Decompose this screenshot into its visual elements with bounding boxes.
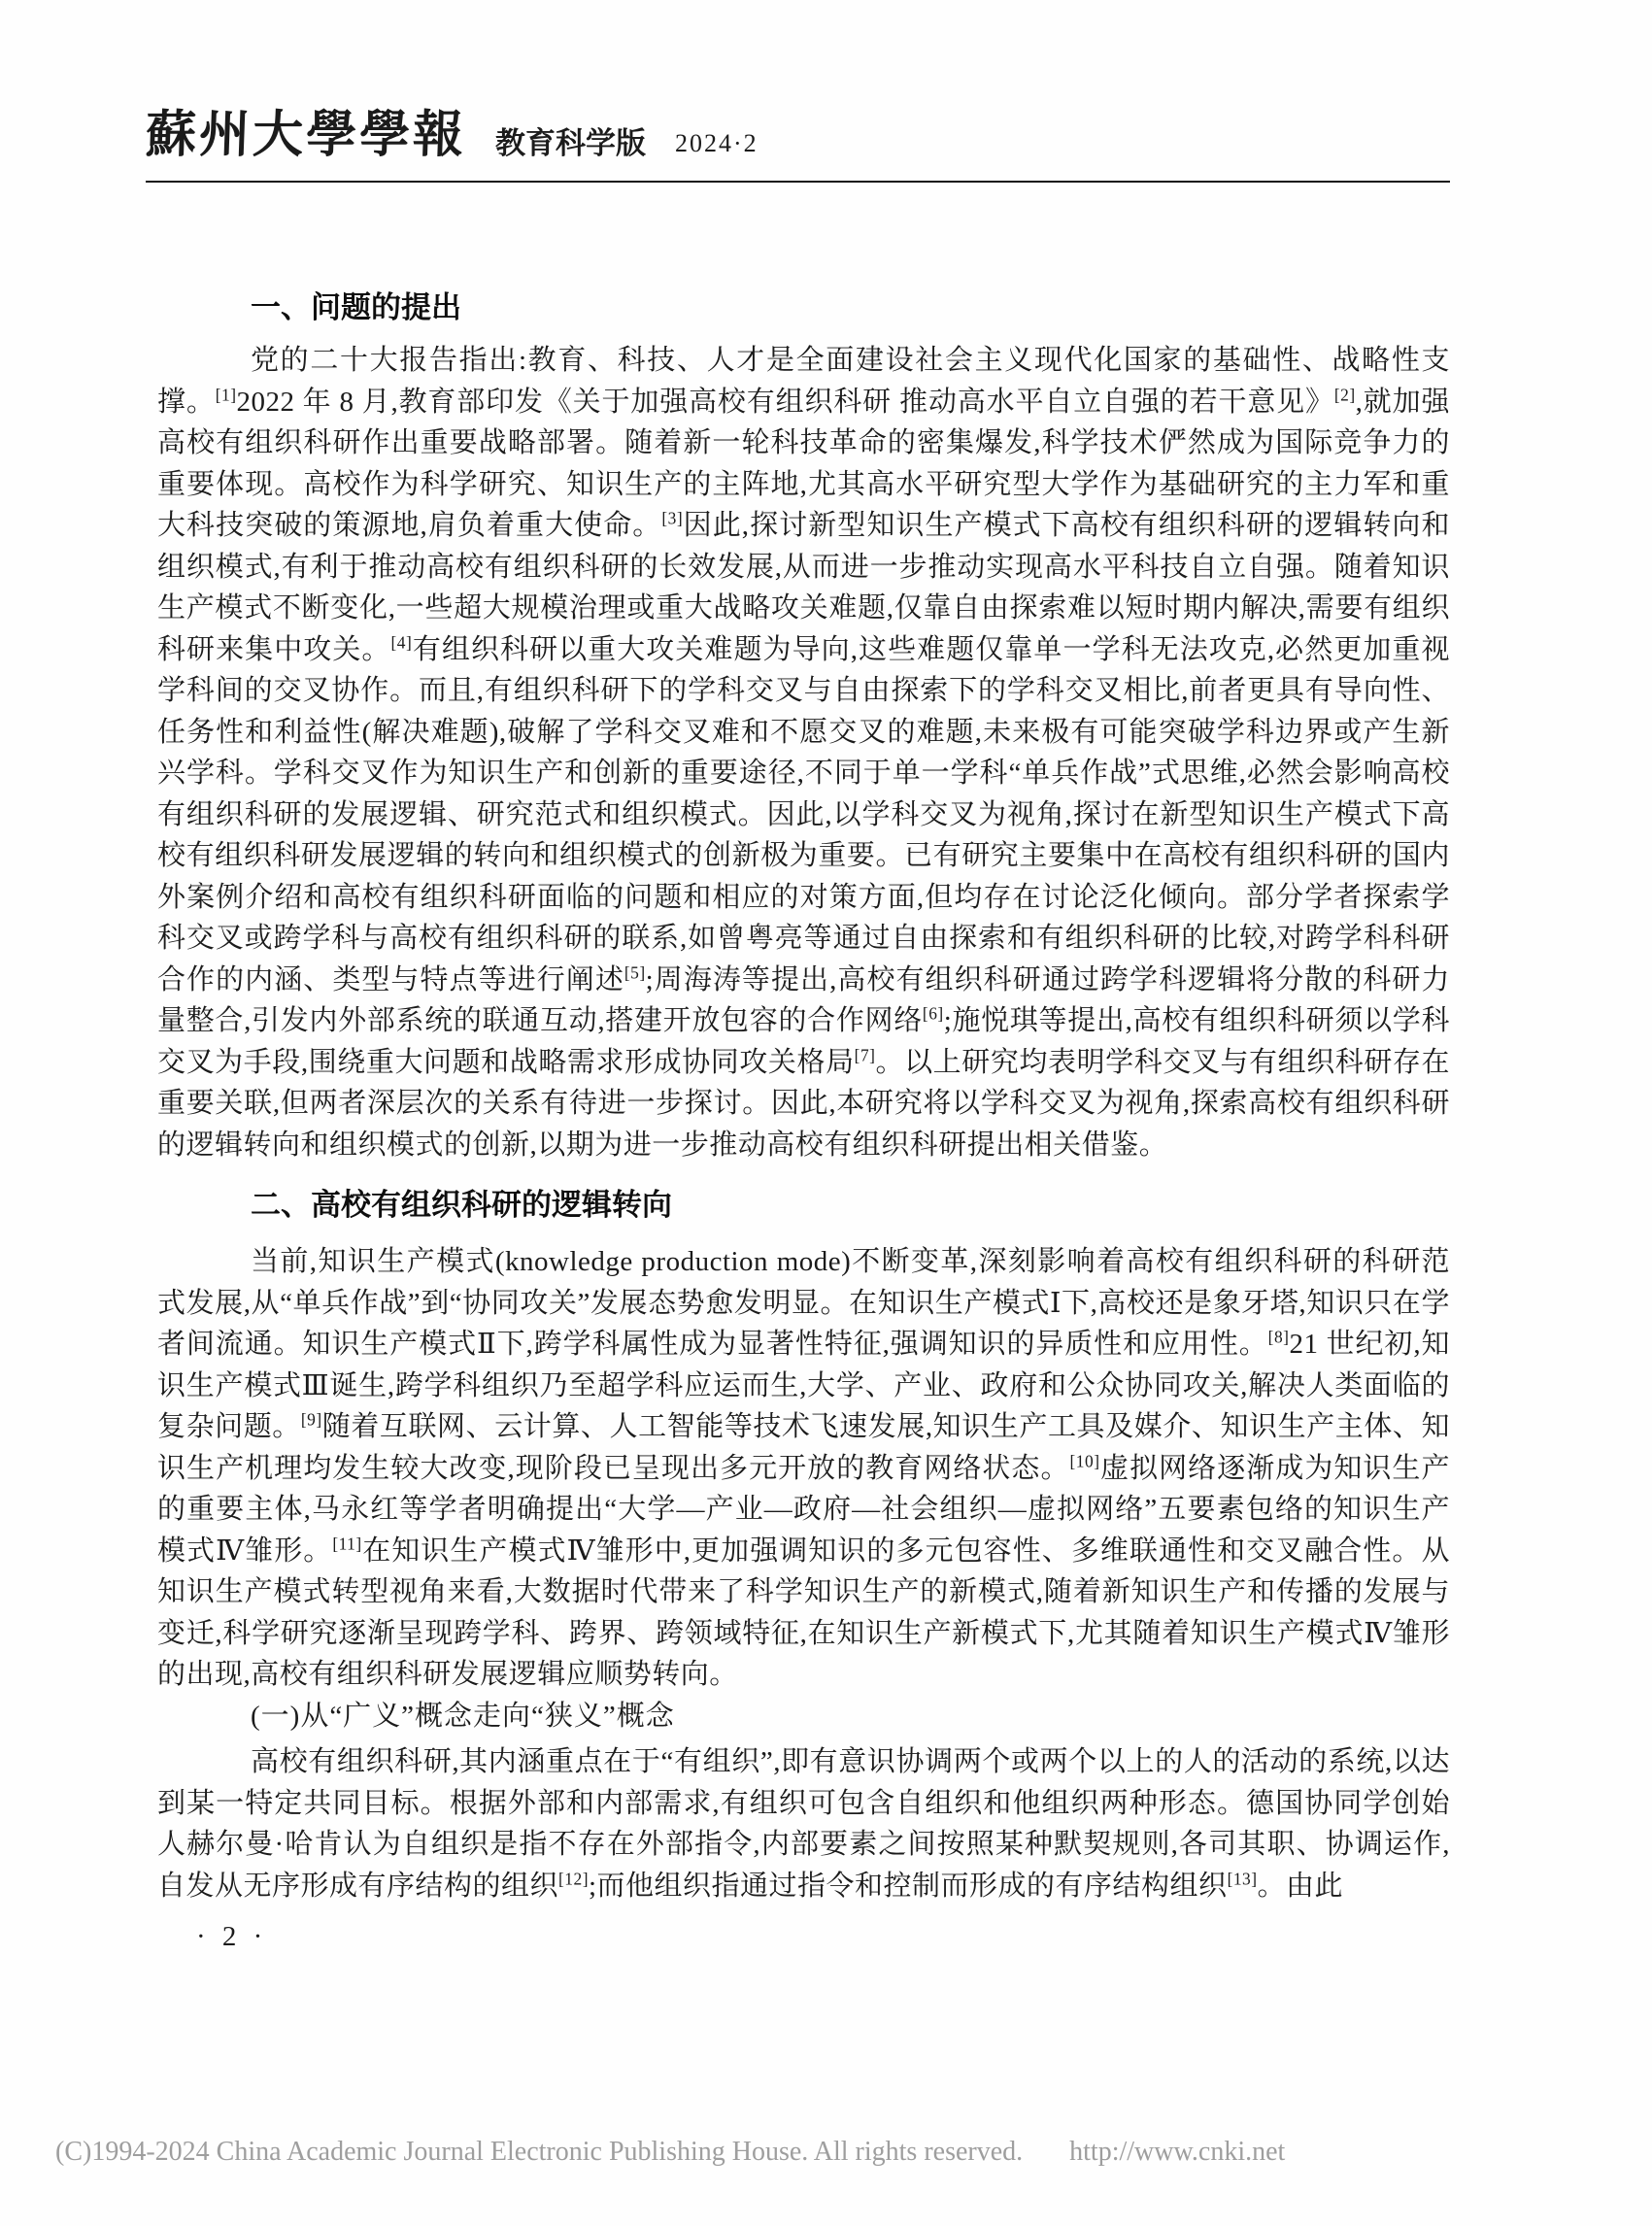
citation-ref: [3] [661,508,684,528]
citation-ref: [6] [922,1003,944,1024]
subsection-heading: (一)从“广义”概念走向“狭义”概念 [251,1701,675,1732]
citation-ref: [12] [558,1868,589,1888]
copyright-text: (C)1994-2024 China Academic Journal Electronic Publishing House. All rights reserved. [55,2137,1024,2167]
citation-ref: [8] [1267,1327,1290,1347]
cnki-url: http://www.cnki.net [1069,2137,1286,2167]
citation-ref: [11] [332,1533,362,1553]
citation-ref: [2] [1333,384,1356,404]
journal-edition-label: 教育科学版 [495,126,647,160]
citation-ref: [1] [215,384,237,404]
body-paragraph-1: 党的二十大报告指出:教育、科技、人才是全面建设社会主义现代化国家的基础性、战略性支撑。[1]2022 年 8 月,教育部印发《关于加强高校有组织科研 推动高水平自立自强的若干意见》[2],就加强高校有组织科研作出重要战略部署。随着新一轮科技革命的密集爆发,科学技术俨然成为国际竞争力的重要体现。高校作为科学研究、知识生产的主阵地,尤其高水平研究型大学作为基础研究的主力军和重大科技突破的策源地,肩负着重大使命。[3]因此,探讨新型知识生产模式下高校有组织科研的逻辑转向和组织模式,有利于推动高校有组织科研的长效发展,从而进一步推动实现高水平科技自立自强。随着知识生产模式不断变化,一些超大规模治理或重大战略攻关难题,仅靠自由探索难以短时期内解决,需要有组织科研来集中攻关。[4]有组织科研以重大攻关难题为导向,这些难题仅靠单一学科无法攻克,必然更加重视学科间的交叉协作。而且,有组织科研下的学科交叉与自由探索下的学科交叉相比,前者更具有导向性、任务性和利益性(解决难题),破解了学科交叉难和不愿交叉的难题,未来极有可能突破学科边界或产生新兴学科。学科交叉作为知识生产和创新的重要途径,不同于单一学科“单兵作战”式思维,必然会影响高校有组织科研的发展逻辑、研究范式和组织模式。因此,以学科交叉为视角,探讨在新型知识生产模式下高校有组织科研发展逻辑的转向和组织模式的创新极为重要。已有研究主要集中在高校有组织科研的国内外案例介绍和高校有组织科研面临的问题和相应的对策方面,但均存在讨论泛化倾向。部分学者探索学科交叉或跨学科与高校有组织科研的联系,如曾粤亮等通过自由探索和有组织科研的比较,对跨学科科研合作的内涵、类型与特点等进行阐述[5];周海涛等提出,高校有组织科研通过跨学科逻辑将分散的科研力量整合,引发内外部系统的联通互动,搭建开放包容的合作网络[6];施悦琪等提出,高校有组织科研须以学科交叉为手段,围绕重大问题和战略需求形成协同攻关格局[7]。以上研究均表明学科交叉与有组织科研存在重要关联,但两者深层次的关系有待进一步探讨。因此,本研究将以学科交叉为视角,探索高校有组织科研的逻辑转向和组织模式的创新,以期为进一步推动高校有组织科研提出相关借鉴。 [157,345,1450,1161]
section-heading-1: 一、问题的提出 [251,290,461,324]
journal-issue-number: 2024·2 [675,129,759,157]
citation-ref: [9] [300,1409,322,1430]
citation-ref: [4] [390,631,413,652]
header-divider-line [146,181,1450,183]
citation-ref: [5] [624,961,646,982]
journal-logo-calligraphy: 蘇州大學學報 [145,108,468,163]
citation-ref: [10] [1069,1450,1100,1470]
section-heading-2: 二、高校有组织科研的逻辑转向 [251,1188,672,1222]
page-number: · 2 · [196,1921,268,1952]
citation-ref: [7] [854,1044,876,1064]
citation-ref: [13] [1227,1868,1258,1888]
body-paragraph-2: 当前,知识生产模式(knowledge production mode)不断变革,深刻影响着高校有组织科研的科研范式发展,从“单兵作战”到“协同攻关”发展态势愈发明显。在知识生产模式Ⅰ下,高校还是象牙塔,知识只在学者间流通。知识生产模式Ⅱ下,跨学科属性成为显著性特征,强调知识的异质性和应用性。[8]21 世纪初,知识生产模式Ⅲ诞生,跨学科组织乃至超学科应运而生,大学、产业、政府和公众协同攻关,解决人类面临的复杂问题。[9]随着互联网、云计算、人工智能等技术飞速发展,知识生产工具及媒介、知识生产主体、知识生产机理均发生较大改变,现阶段已呈现出多元开放的教育网络状态。[10]虚拟网络逐渐成为知识生产的重要主体,马永红等学者明确提出“大学—产业—政府—社会组织—虚拟网络”五要素包络的知识生产模式Ⅳ雏形。[11]在知识生产模式Ⅳ雏形中,更加强调知识的多元包容性、多维联通性和交叉融合性。从知识生产模式转型视角来看,大数据时代带来了科学知识生产的新模式,随着新知识生产和传播的发展与变迁,科学研究逐渐呈现跨学科、跨界、跨领域特征,在知识生产新模式下,尤其随着知识生产模式Ⅳ雏形的出现,高校有组织科研发展逻辑应顺势转向。 [157,1246,1450,1690]
journal-masthead [145,108,759,163]
body-paragraph-3: 高校有组织科研,其内涵重点在于“有组织”,即有意识协调两个或两个以上的人的活动的系统,以达到某一特定共同目标。根据外部和内部需求,有组织可包含自组织和他组织两种形态。德国协同学创始人赫尔曼·哈肯认为自组织是指不存在外部指令,内部要素之间按照某种默契规则,各司其职、协调运作,自发从无序形成有序结构的组织[12];而他组织指通过指令和控制而形成的有序结构组织[13]。由此 [157,1746,1450,1902]
cnki-copyright-footer [55,2137,1434,2168]
